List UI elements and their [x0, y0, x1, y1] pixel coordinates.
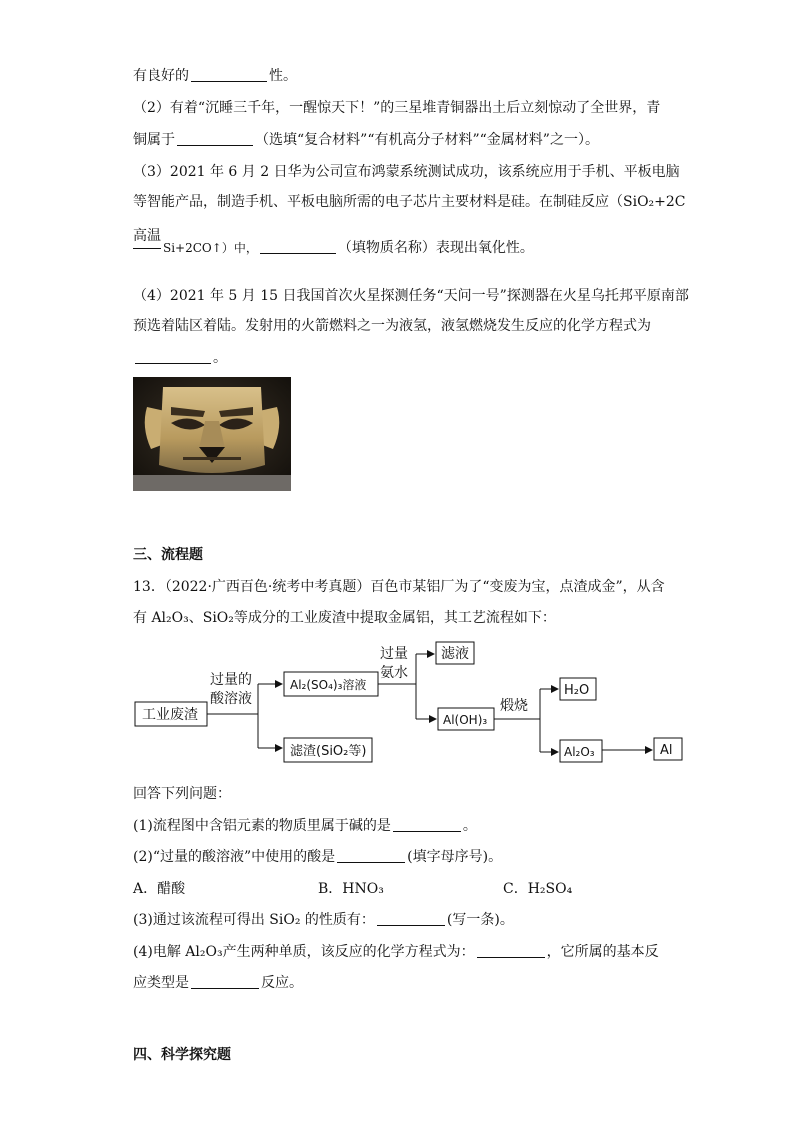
- flow-oxide-label: Al₂O₃: [564, 745, 595, 759]
- q12-part4-line2: 预选着陆区着陆。发射用的火箭燃料之一为液氢，液氢燃烧发生反应的化学方程式为: [133, 318, 651, 334]
- answer-prompt: 回答下列问题：: [133, 786, 231, 802]
- flow-metal-label: Al: [660, 743, 673, 758]
- q12-part4-line3: 。: [133, 348, 227, 368]
- flow-filtrate-label: 滤液: [441, 646, 469, 662]
- answer-blank[interactable]: [260, 239, 336, 254]
- answer-blank[interactable]: [477, 943, 545, 958]
- flow-reagent2-a: 过量: [380, 646, 408, 662]
- flow-reagent1-a: 过量的: [210, 672, 252, 688]
- option-a[interactable]: A．醋酸: [133, 881, 186, 897]
- answer-blank[interactable]: [337, 848, 405, 863]
- q12-line-a: 有良好的 性。: [133, 68, 297, 84]
- q13-line2: 有 Al₂O₃、SiO₂等成分的工业废渣中提取金属铝，其工艺流程如下：: [133, 610, 556, 626]
- flow-start-label: 工业废渣: [142, 707, 198, 723]
- section-heading: 四、科学探究题: [133, 1047, 231, 1063]
- answer-blank[interactable]: [393, 817, 461, 832]
- answer-blank[interactable]: [377, 911, 445, 926]
- flow-reagent2-b: 氨水: [380, 665, 408, 681]
- process-flow-diagram: [130, 640, 690, 772]
- q12-part3-line2: 等智能产品，制造手机、平板电脑所需的电子芯片主要材料是硅。在制硅反应（SiO₂+2C: [133, 194, 686, 210]
- option-c[interactable]: C．H₂SO₄: [503, 881, 573, 897]
- q12-part4-line1: （4）2021 年 5 月 15 日我国首次火星探测任务“天问一号”探测器在火星乌托邦平原南部: [133, 288, 689, 304]
- bronze-mask-photo: [133, 377, 291, 491]
- answer-blank[interactable]: [135, 349, 211, 364]
- reaction-condition: 高温: [133, 228, 161, 244]
- sub-question-1: (1)流程图中含铝元素的物质里属于碱的是 。: [133, 818, 477, 834]
- equals-bar: [133, 248, 161, 249]
- answer-blank[interactable]: [191, 67, 267, 82]
- sub-question-4: (4)电解 Al₂O₃产生两种单质，该反应的化学方程式为： ，它所属的基本反: [133, 944, 659, 960]
- sub-question-4-line2: 应类型是 反应。: [133, 975, 303, 991]
- flow-water-label: H₂O: [564, 683, 590, 698]
- sub-question-2: (2)“过量的酸溶液”中使用的酸是 (填字母序号)。: [133, 849, 503, 865]
- q12-part2-line1: （2）有着“沉睡三千年，一醒惊天下！”的三星堆青铜器出土后立刻惊动了全世界，青: [133, 100, 661, 116]
- section-heading: 三、流程题: [133, 547, 203, 563]
- flow-reagent1-b: 酸溶液: [210, 691, 252, 707]
- option-b[interactable]: B．HNO₃: [318, 881, 384, 897]
- answer-blank[interactable]: [191, 974, 259, 989]
- flow-calcine-label: 煅烧: [500, 698, 528, 714]
- answer-blank[interactable]: [177, 131, 253, 146]
- flow-solution-label: Al₂(SO₄)₃溶液: [290, 678, 367, 692]
- flow-residue-label: 滤渣(SiO₂等): [290, 744, 367, 759]
- flow-hydroxide-label: Al(OH)₃: [443, 713, 488, 727]
- q12-part2-line2: 铜属于 （选填“复合材料”“有机高分子材料”“金属材料”之一）。: [133, 132, 599, 148]
- sub-question-3: (3)通过该流程可得出 SiO₂ 的性质有： (写一条)。: [133, 912, 514, 928]
- q12-part3-line3: Si+2CO↑）中， （填物质名称）表现出氧化性。: [133, 238, 534, 258]
- q13-line1: 13．（2022·广西百色·统考中考真题）百色市某铝厂为了“变废为宝，点渣成金”，从含: [133, 579, 665, 595]
- q12-part3-line1: （3）2021 年 6 月 2 日华为公司宣布鸿蒙系统测试成功，该系统应用于手机、平板电脑: [133, 164, 680, 180]
- bronze-mask-image: [133, 377, 291, 491]
